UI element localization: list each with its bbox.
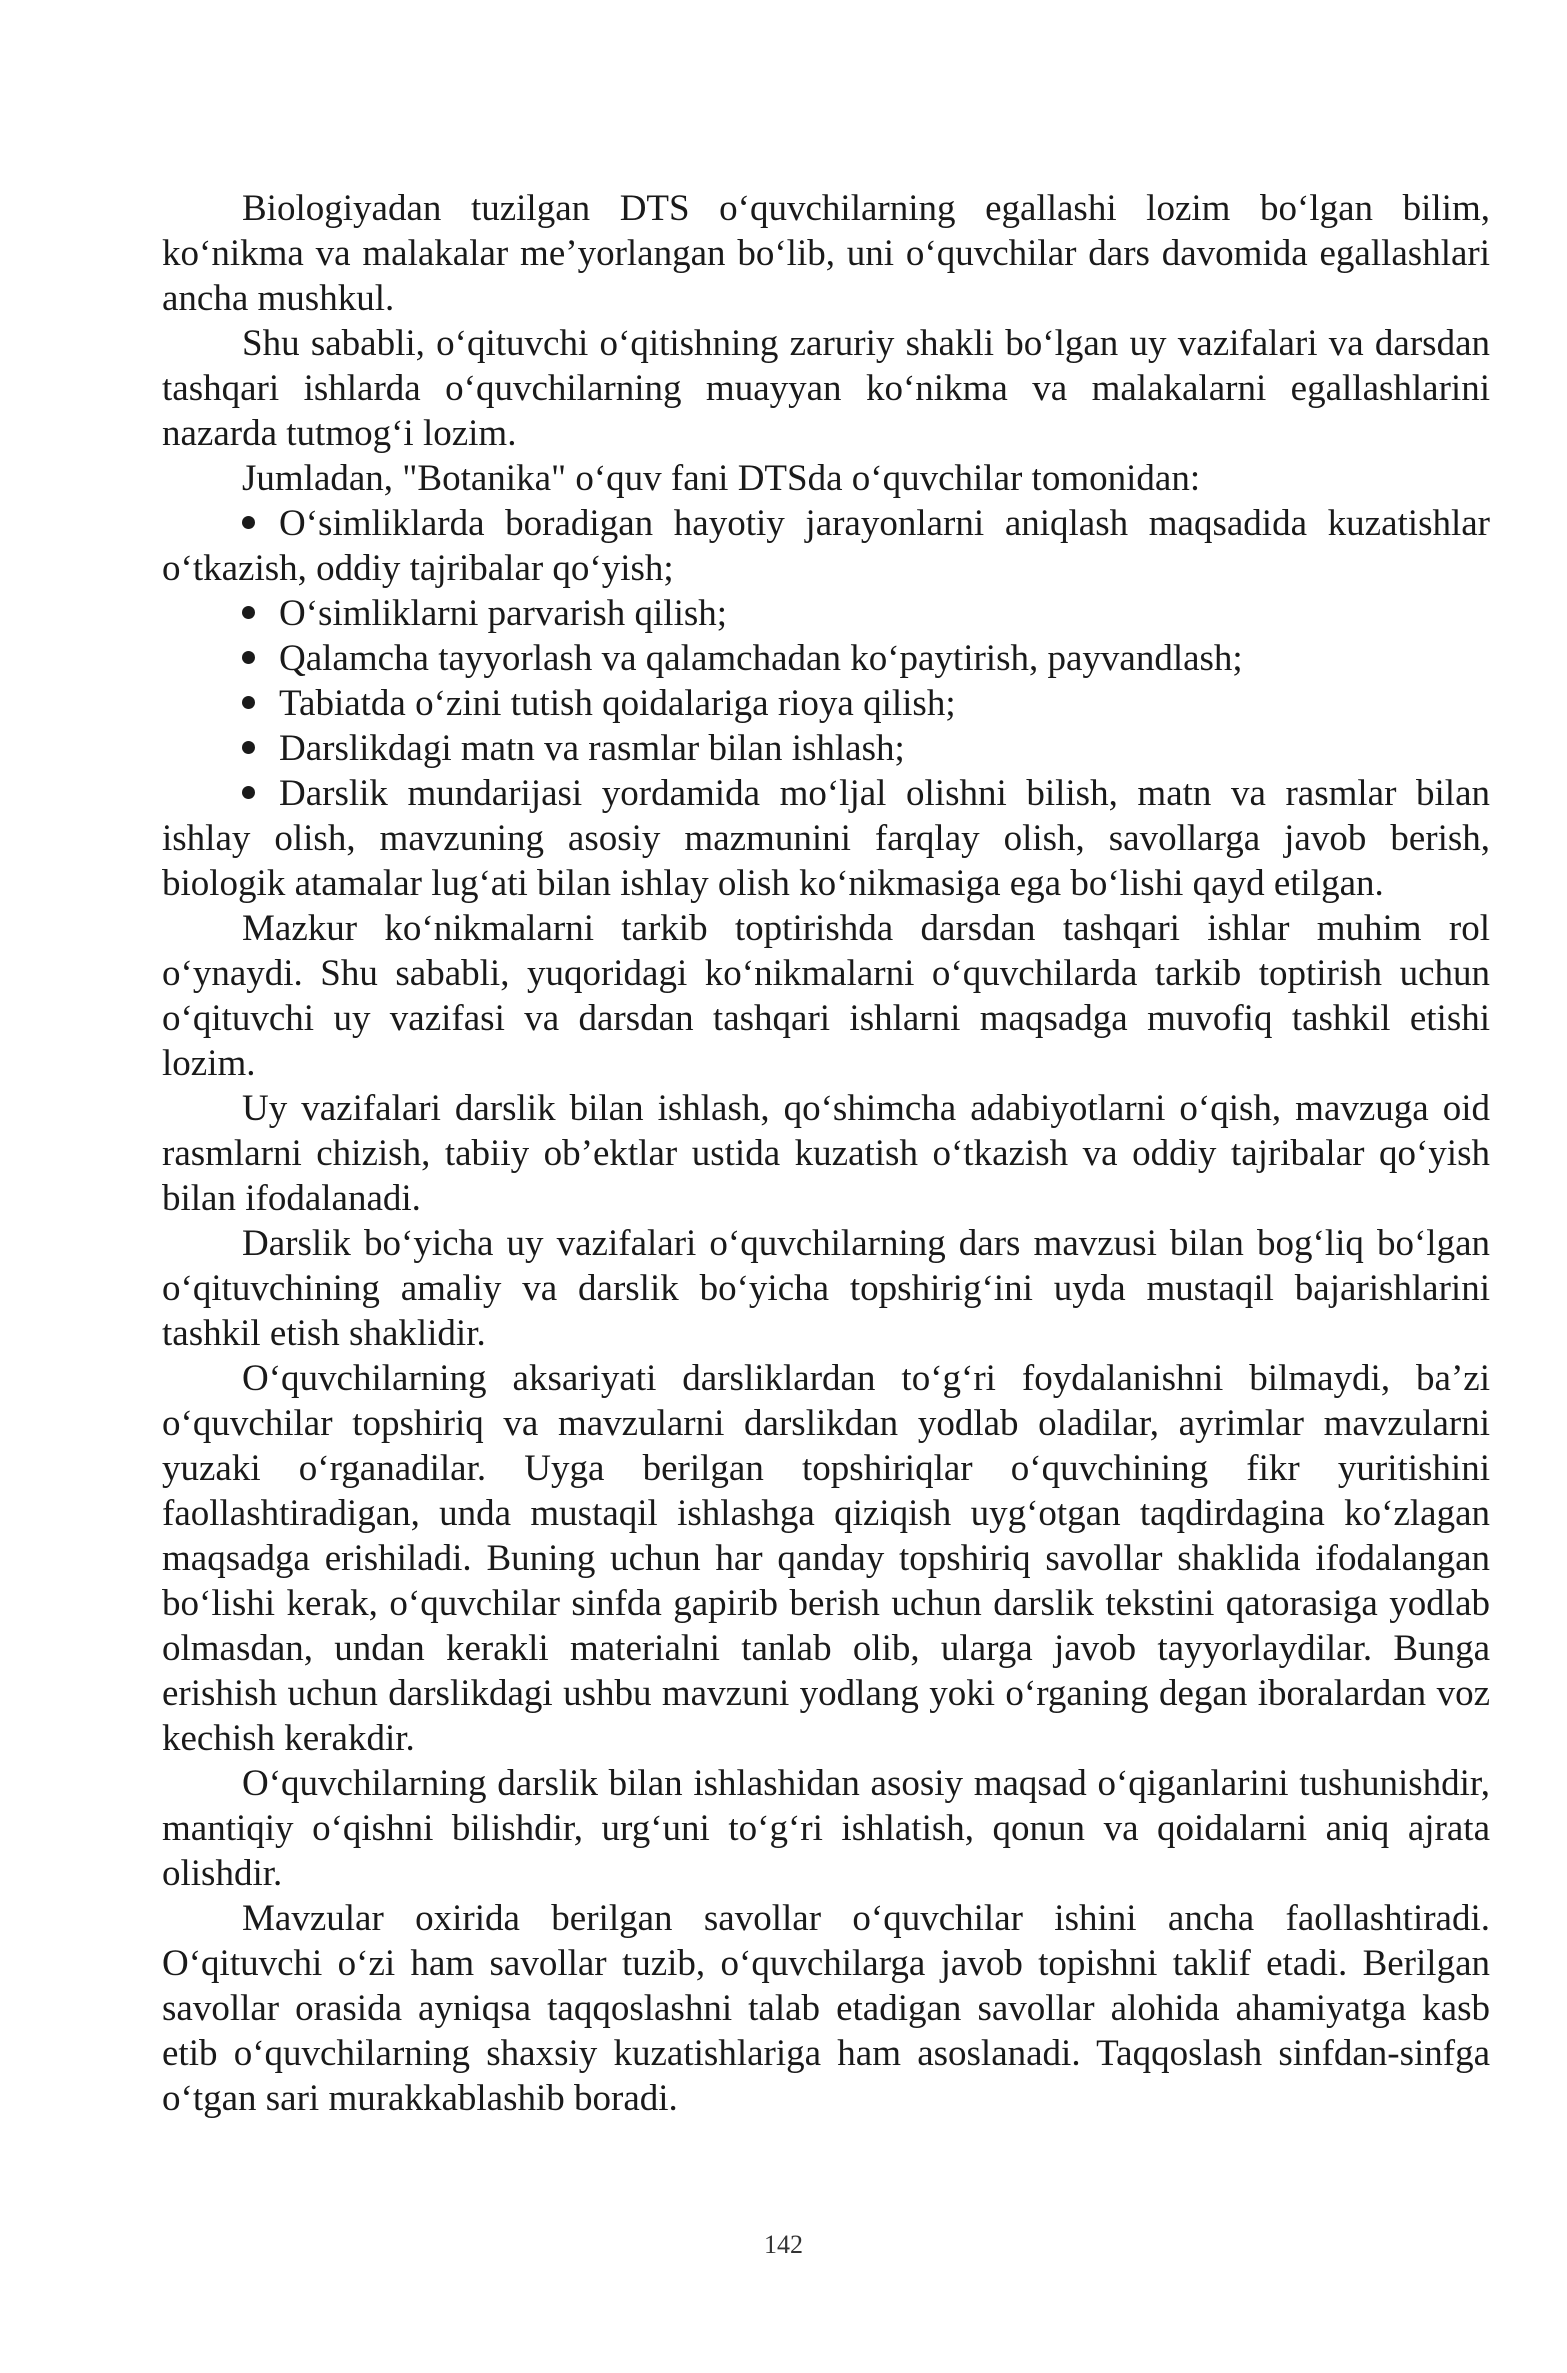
bullet-text: O‘simliklarda boradigan hayotiy jarayonlarni aniqlash maqsadida kuzatishlar o‘tkazish, oddiy tajribalar qo‘yish;	[162, 503, 1490, 589]
bullet-icon	[242, 516, 255, 529]
document-page	[162, 186, 1490, 2121]
bullet-item	[162, 771, 1490, 906]
paragraph-textbook-goal: O‘quvchilarning darslik bilan ishlashidan asosiy maqsad o‘qiganlarini tushunishdir, mantiqiy o‘qishni bilishdir, urg‘uni to‘g‘ri ishlatish, qonun va qoidalarni aniq ajrata olishdir.	[162, 1763, 1490, 1894]
bullet-text: Tabiatda o‘zini tutish qoidalariga rioya qilish;	[279, 683, 956, 724]
bullet-icon	[242, 651, 255, 664]
bullet-item	[162, 591, 1490, 636]
paragraph-homework-forms: Uy vazifalari darslik bilan ishlash, qo‘shimcha adabiyotlarni o‘qish, mavzuga oid rasmlarni chizish, tabiiy ob’ektlar ustida kuzatish o‘tkazish va oddiy tajribalar qo‘yish bilan ifodalanadi.	[162, 1088, 1490, 1219]
paragraph-questions-comparison: Mavzular oxirida berilgan savollar o‘quvchilar ishini ancha faollashtiradi. O‘qituvchi o‘zi ham savollar tuzib, o‘quvchilarga javob topishni taklif etadi. Berilgan savollar orasida ayniqsa taqqoslashni talab etadigan savollar alohida ahamiyatga kasb etib o‘quvchilarning shaxsiy kuzatishlariga ham asoslanadi. Taqqoslash sinfdan-sinfga o‘tgan sari murakkablashib boradi.	[162, 1898, 1490, 2119]
paragraph-textbook-homework: Darslik bo‘yicha uy vazifalari o‘quvchilarning dars mavzusi bilan bog‘liq bo‘lgan o‘qituvchining amaliy va darslik bo‘yicha topshirig‘ini uyda mustaqil bajarishlarini tashkil etish shaklidir.	[162, 1223, 1490, 1354]
paragraph-extracurricular-role: Mazkur ko‘nikmalarni tarkib toptirishda darsdan tashqari ishlar muhim rol o‘ynaydi. Shu sababli, yuqoridagi ko‘nikmalarni o‘quvchilarda tarkib toptirish uchun o‘qituvchi uy vazifasi va darsdan tashqari ishlarni maqsadga muvofiq tashkil etishi lozim.	[162, 908, 1490, 1084]
bullet-text: O‘simliklarni parvarish qilish;	[279, 593, 728, 634]
paragraph-teacher-homework: Shu sababli, o‘qituvchi o‘qitishning zaruriy shakli bo‘lgan uy vazifalari va darsdan tashqari ishlarda o‘quvchilarning muayyan ko‘nikma va malakalarni egallashlarini nazarda tutmog‘i lozim.	[162, 323, 1490, 454]
bullet-item	[162, 681, 1490, 726]
bullet-icon	[242, 606, 255, 619]
skills-bullet-list	[162, 501, 1490, 906]
page-number: 142	[764, 2230, 803, 2259]
bullet-text: Qalamcha tayyorlash va qalamchadan ko‘paytirish, payvandlash;	[279, 638, 1243, 679]
bullet-item	[162, 726, 1490, 771]
bullet-item	[162, 636, 1490, 681]
bullet-icon	[242, 741, 255, 754]
paragraph-dts-intro: Biologiyadan tuzilgan DTS o‘quvchilarning egallashi lozim bo‘lgan bilim, ko‘nikma va malakalar me’yorlangan bo‘lib, uni o‘quvchilar dars davomida egallashlari ancha mushkul.	[162, 188, 1490, 319]
bullet-item	[162, 501, 1490, 591]
body-text	[162, 186, 1490, 2121]
paragraph-student-textbook-use: O‘quvchilarning aksariyati darsliklardan to‘g‘ri foydalanishni bilmaydi, ba’zi o‘quvchilar topshiriq va mavzularni darslikdan yodlab oladilar, ayrimlar mavzularni yuzaki o‘rganadilar. Uyga berilgan topshiriqlar o‘quvchining fikr yuritishini faollashtiradigan, unda mustaqil ishlashga qiziqish uyg‘otgan taqdirdagina ko‘zlagan maqsadga erishiladi. Buning uchun har qanday topshiriq savollar shaklida ifodalangan bo‘lishi kerak, o‘quvchilar sinfda gapirib berish uchun darslik tekstini qatorasiga yodlab olmasdan, undan kerakli materialni tanlab olib, ularga javob tayyorlaydilar. Bunga erishish uchun darslikdagi ushbu mavzuni yodlang yoki o‘rganing degan iboralardan voz kechish kerakdir.	[162, 1358, 1490, 1759]
paragraph-botanika-lead: Jumladan, "Botanika" o‘quv fani DTSda o‘quvchilar tomonidan:	[242, 458, 1201, 499]
bullet-icon	[242, 786, 255, 799]
bullet-text: Darslik mundarijasi yordamida mo‘ljal olishni bilish, matn va rasmlar bilan ishlay olish, mavzuning asosiy mazmunini farqlay olish, savollarga javob berish, biologik atamalar lug‘ati bilan ishlay olish ko‘nikmasiga ega bo‘lishi qayd etilgan.	[162, 773, 1490, 904]
bullet-icon	[242, 696, 255, 709]
bullet-text: Darslikdagi matn va rasmlar bilan ishlash;	[279, 728, 905, 769]
